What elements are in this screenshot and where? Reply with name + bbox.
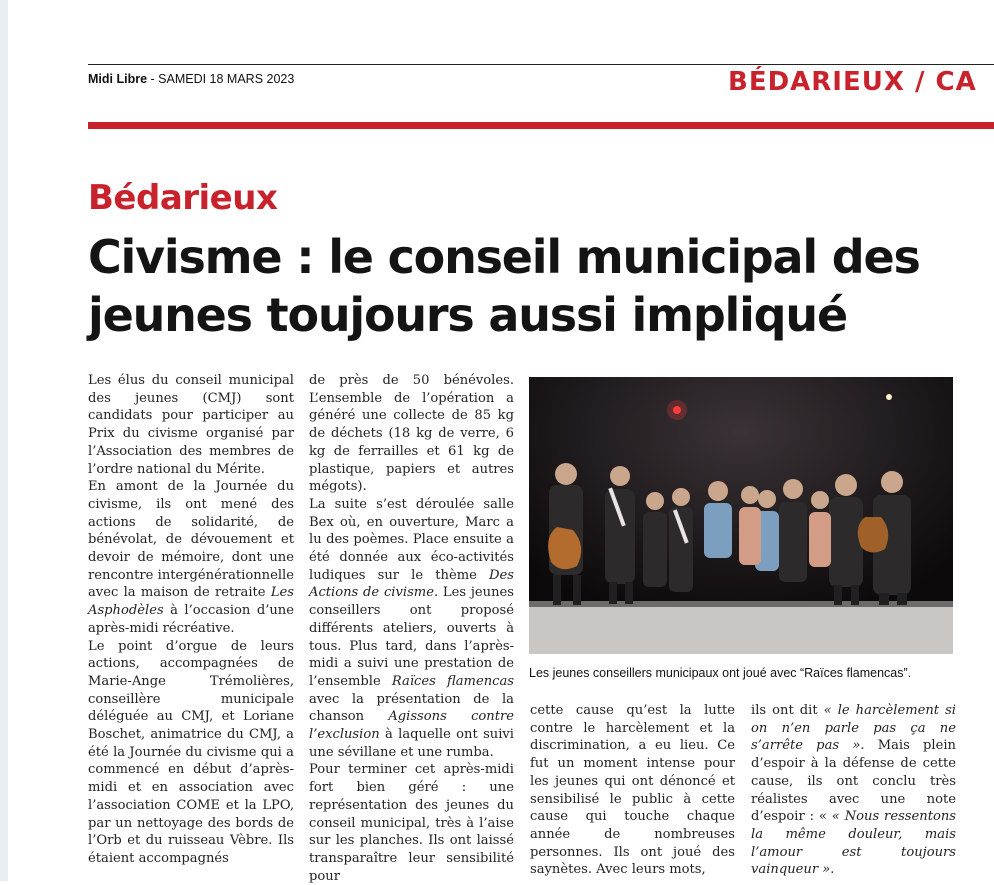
paragraph: En amont de la Journée du civisme, ils ont mené des actions de solidarité, de bénévolat, de dévouement et devoir de mémoire, dont une rencontre intergénérationnelle avec la maison de retraite Les Asphodèles à l’occasion d’une après-midi récréative. — [88, 479, 294, 636]
article-column-2 — [309, 372, 514, 885]
viewer-left-edge — [0, 0, 8, 881]
paragraph: cette cause qu’est la lutte contre le harcèlement et la discrimination, a eu lieu. Ce fut un moment intense pour les jeunes qui ont dénoncé et sensibilisé le public à cette cause qui touche chaque année de nombreuses personnes. Ils ont joué des saynètes. Avec leurs mots, — [530, 703, 735, 878]
article-headline: Civisme : le conseil municipal des jeunes toujours aussi impliqué — [88, 230, 920, 342]
paragraph: La suite s’est déroulée salle Bex où, en ouverture, Marc a lu des poèmes. Place ensuite a été donnée aux éco-activités ludiques sur le thème Des Actions de civisme. Les jeunes conseillers ont proposé différents ateliers, ouverts à tous. Plus tard, dans l’après-midi a suivi une prestation de l’ensemble Raïces flamencas avec la présentation de la chanson Agissons contre l’exclusion à laquelle ont suivi une sévillane et une rumba. — [309, 496, 514, 760]
article-kicker: Bédarieux — [88, 178, 278, 218]
issue-date: - SAMEDI 18 MARS 2023 — [147, 72, 295, 86]
article-column-3 — [530, 702, 735, 879]
article-column-1 — [88, 372, 294, 868]
paragraph: Les élus du conseil municipal des jeunes (CMJ) sont candidats pour participer au Prix du civisme organisé par l’Association des membres de l’ordre national du Mérite. — [88, 373, 294, 477]
paragraph: Pour terminer cet après-midi fort bien géré : une représentation des jeunes du conseil municipal, très à l’aise sur les planches. Ils ont laissé transparaître leur sensibilité pour — [309, 762, 514, 884]
paragraph: Le point d’orgue de leurs actions, accompagnées de Marie-Ange Trémolières, conseillère municipale déléguée au CMJ, et Loriane Boschet, animatrice du CMJ, a été la Journée du civisme qui a commencé en début d’après-midi et en association avec l’association COME et la LPO, par un nettoyage des bords de l’Orb et du ruisseau Vèbre. Ils étaient accompagnés — [88, 638, 294, 866]
masthead-line — [88, 72, 294, 86]
paragraph: de près de 50 bénévoles. L’ensemble de l’opération a généré une collecte de 85 kg de déchets (18 kg de verre, 6 kg de ferrailles et 61 kg de plastique, papiers et autres mégots). — [309, 373, 514, 495]
article-photo — [529, 377, 953, 654]
paragraph: ils ont dit « le harcèlement si on n’en parle pas ça ne s’arrête pas ». Mais plein d’espoir à la défense de cette cause, ils ont conclu très réalistes avec une note d’espoir : « « Nous ressentons la même douleur, mais l’amour est toujours vainqueur ». — [751, 703, 956, 878]
photo-caption: Les jeunes conseillers municipaux ont joué avec “Raïces flamencas”. — [529, 666, 912, 680]
header-top-rule — [88, 64, 994, 65]
section-red-rule — [88, 122, 994, 129]
section-heading: BÉDARIEUX / CA — [728, 67, 977, 97]
article-column-4 — [751, 702, 956, 879]
paper-name: Midi Libre — [88, 72, 148, 86]
